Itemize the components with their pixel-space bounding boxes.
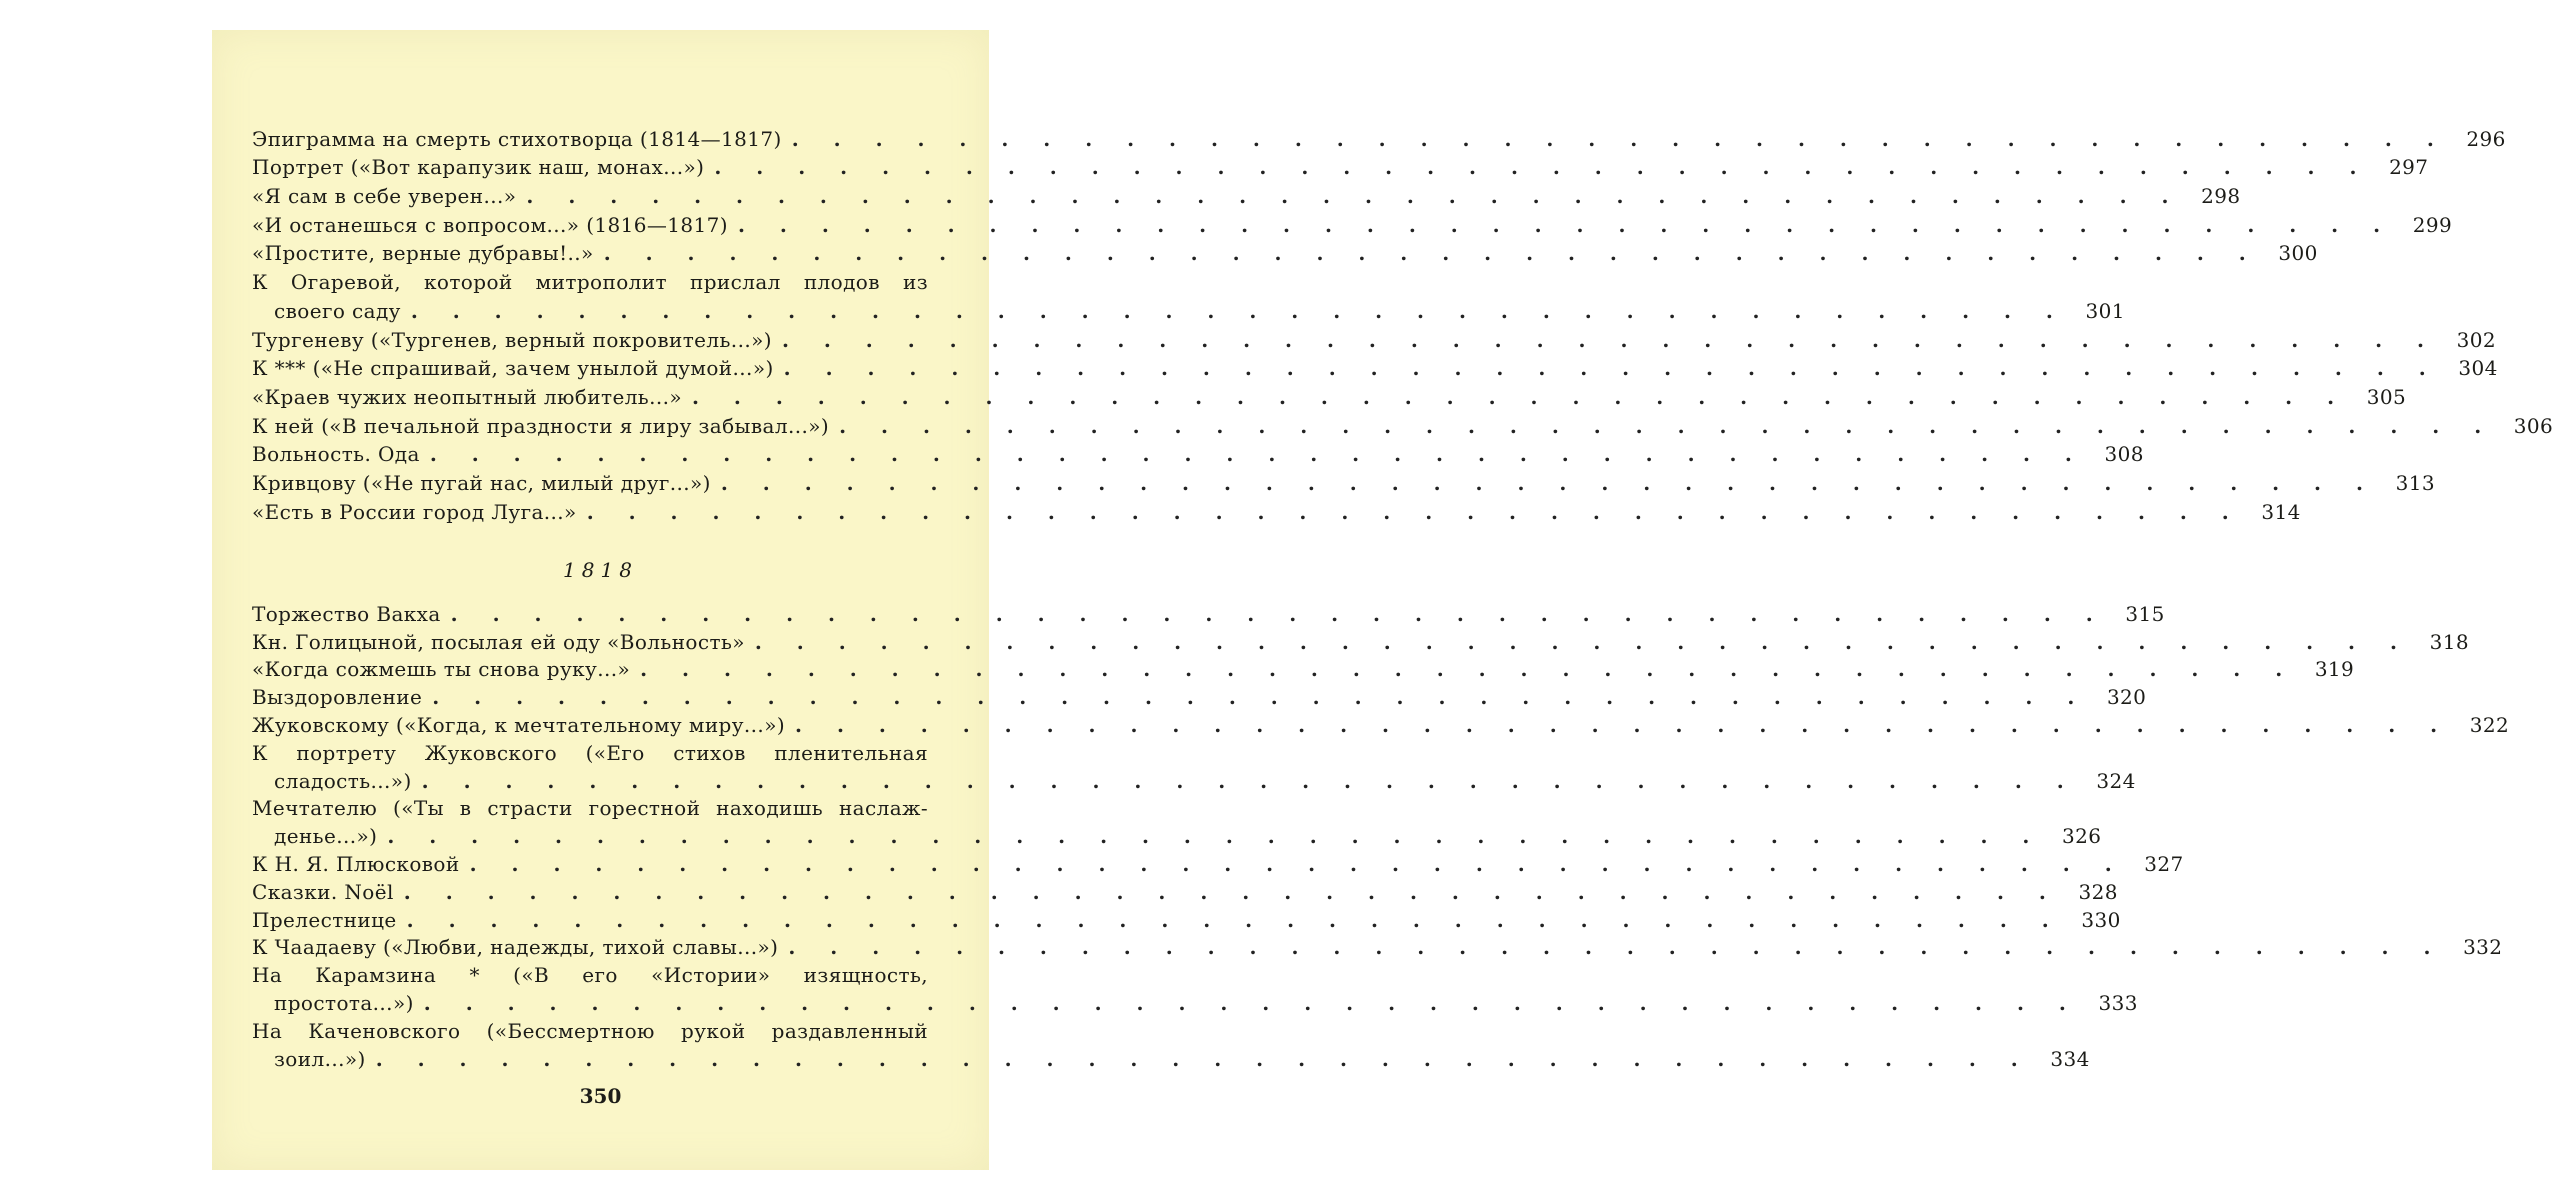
entry-page-number: 332 bbox=[2463, 935, 2503, 960]
entry-title-line: Кривцову («Не пугай нас, милый друг...») bbox=[252, 470, 711, 495]
toc-entry bbox=[252, 626, 2469, 654]
dot-leader: . . . . . . . . . . . . . . . . . . . . . . . . . . . . . . . . . . . . . . . . bbox=[783, 356, 2440, 381]
entry-page-number: 308 bbox=[2104, 442, 2144, 467]
toc-entry bbox=[252, 122, 2506, 151]
entry-title-line: простота...») bbox=[274, 990, 414, 1015]
entry-title-line: На Каченовского («Бессмертною рукой раздавленный bbox=[252, 1018, 928, 1043]
dot-leader: . . . . . . . . . . . . . . . . . . . . . . . . . . . . . . . . . . . . . . . . bbox=[450, 601, 2107, 626]
entry-title-line: К Н. Я. Плюсковой bbox=[252, 851, 460, 876]
dot-leader: . . . . . . . . . . . . . . . . . . . . . . . . . . . . . . . . . . . . . . . . bbox=[692, 384, 2349, 409]
entry-title-line: Сказки. Noël bbox=[252, 879, 394, 904]
entry-title-line: «Когда сожмешь ты снова руку...» bbox=[252, 657, 631, 682]
toc-entry bbox=[252, 179, 2241, 209]
entry-page-number: 299 bbox=[2412, 212, 2453, 237]
toc-entry bbox=[252, 466, 2435, 495]
page-number: 350 bbox=[579, 1084, 622, 1108]
dot-leader: . . . . . . . . . . . . . . . . . . . . . . . . . . . . . . . . . . . . . . . . bbox=[714, 155, 2371, 180]
entry-title-line: своего саду bbox=[274, 298, 401, 323]
entry-page-number: 327 bbox=[2144, 851, 2184, 876]
toc-entry bbox=[252, 352, 2498, 381]
toc-entry bbox=[252, 1015, 2090, 1071]
toc-entry bbox=[252, 654, 2355, 682]
entry-page-number: 318 bbox=[2429, 629, 2469, 654]
entry-title-line: Эпиграмма на смерть стихотворца (1814—1817) bbox=[252, 126, 782, 151]
entry-title-line: Выздоровление bbox=[252, 685, 423, 710]
entry-title-line: На Карамзина * («В его «Истории» изящность, bbox=[252, 963, 928, 988]
entry-title-line: Прелестнице bbox=[252, 907, 397, 932]
dot-leader: . . . . . . . . . . . . . . . . . . . . . . . . . . . . . . . . . . . . . . . . bbox=[469, 851, 2126, 876]
dot-leader: . . . . . . . . . . . . . . . . . . . . . . . . . . . . . . . . . . . . . . . . bbox=[795, 712, 2452, 737]
entry-title-line: Жуковскому («Когда, к мечтательному миру...») bbox=[252, 712, 786, 737]
dot-leader: . . . . . . . . . . . . . . . . . . . . . . . . . . . . . . . . . . . . . . . . bbox=[791, 126, 2448, 151]
entry-title-line: Портрет («Вот карапузик наш, монах...») bbox=[252, 155, 705, 180]
toc-entry bbox=[252, 438, 2144, 467]
entry-title-line: «Я сам в себе уверен...» bbox=[252, 184, 517, 209]
entry-title-line: «Краев чужих неопытный любитель...» bbox=[252, 384, 682, 409]
dot-leader: . . . . . . . . . . . . . . . . . . . . . . . . . . . . . . . . . . . . . . . . bbox=[410, 298, 2067, 323]
dot-leader: . . . . . . . . . . . . . . . . . . . . . . . . . . . . . . . . . . . . . . . . bbox=[429, 442, 2086, 467]
dot-leader: . . . . . . . . . . . . . . . . . . . . . . . . . . . . . . . . . . . . . . . . bbox=[720, 470, 2377, 495]
entry-page-number: 328 bbox=[2078, 879, 2118, 904]
entry-page-number: 302 bbox=[2456, 327, 2497, 352]
dot-leader: . . . . . . . . . . . . . . . . . . . . . . . . . . . . . . . . . . . . . . . . bbox=[738, 212, 2395, 237]
entry-page-number: 315 bbox=[2125, 601, 2165, 626]
entry-title-line: Вольность. Ода bbox=[252, 442, 420, 467]
dot-leader: . . . . . . . . . . . . . . . . . . . . . . . . . . . . . . . . . . . . . . . . bbox=[839, 413, 2496, 438]
entry-title-line: денье...») bbox=[274, 824, 378, 849]
contents-list-1814-1817 bbox=[252, 122, 2553, 524]
book-page bbox=[212, 30, 2553, 1170]
toc-entry bbox=[252, 151, 2429, 180]
toc-entry bbox=[252, 380, 2407, 409]
dot-leader: . . . . . . . . . . . . . . . . . . . . . . . . . . . . . . . . . . . . . . . . bbox=[403, 879, 2060, 904]
toc-entry bbox=[252, 237, 2318, 266]
dot-leader: . . . . . . . . . . . . . . . . . . . . . . . . . . . . . . . . . . . . . . . . bbox=[375, 1046, 2032, 1071]
entry-page-number: 301 bbox=[2085, 298, 2125, 323]
toc-entry bbox=[252, 959, 2138, 1015]
dot-leader: . . . . . . . . . . . . . . . . . . . . . . . . . . . . . . . . . . . . . . . . bbox=[781, 327, 2439, 352]
entry-page-number: 298 bbox=[2201, 184, 2241, 209]
entry-title-line: Кн. Голицыной, посылая ей оду «Вольность» bbox=[252, 629, 745, 654]
entry-title-line: Мечтателю («Ты в страсти горестной находишь наслаж- bbox=[252, 796, 928, 821]
entry-page-number: 314 bbox=[2261, 499, 2301, 524]
toc-entry bbox=[252, 323, 2497, 352]
toc-entry bbox=[252, 598, 2165, 626]
dot-leader: . . . . . . . . . . . . . . . . . . . . . . . . . . . . . . . . . . . . . . . . bbox=[432, 685, 2089, 710]
toc-entry bbox=[252, 409, 2553, 438]
entry-title-line: К Огаревой, которой митрополит прислал плодов из bbox=[252, 270, 928, 295]
entry-page-number: 320 bbox=[2106, 685, 2147, 710]
entry-page-number: 296 bbox=[2466, 126, 2506, 151]
entry-page-number: 334 bbox=[2050, 1046, 2090, 1071]
entry-page-number: 300 bbox=[2278, 241, 2318, 266]
entry-page-number: 319 bbox=[2314, 657, 2355, 682]
entry-page-number: 326 bbox=[2062, 824, 2102, 849]
entry-title-line: К *** («Не спрашивай, зачем унылой думой...») bbox=[252, 356, 774, 381]
entry-title-line: «И останешься с вопросом...» (1816—1817) bbox=[252, 212, 728, 237]
entry-page-number: 333 bbox=[2098, 990, 2138, 1015]
dot-leader: . . . . . . . . . . . . . . . . . . . . . . . . . . . . . . . . . . . . . . . . bbox=[526, 184, 2183, 209]
dot-leader: . . . . . . . . . . . . . . . . . . . . . . . . . . . . . . . . . . . . . . . . bbox=[788, 935, 2445, 960]
toc-entry bbox=[252, 932, 2503, 960]
entry-title-line: К портрету Жуковского («Его стихов пленительная bbox=[252, 740, 928, 765]
entry-title-line: сладость...») bbox=[274, 768, 412, 793]
entry-page-number: 306 bbox=[2513, 413, 2553, 438]
entry-page-number: 322 bbox=[2469, 712, 2510, 737]
entry-page-number: 313 bbox=[2395, 470, 2435, 495]
toc-entry bbox=[252, 495, 2301, 524]
dot-leader: . . . . . . . . . . . . . . . . . . . . . . . . . . . . . . . . . . . . . . . . bbox=[421, 768, 2078, 793]
toc-entry bbox=[252, 848, 2184, 876]
dot-leader: . . . . . . . . . . . . . . . . . . . . . . . . . . . . . . . . . . . . . . . . bbox=[406, 907, 2063, 932]
entry-page-number: 305 bbox=[2366, 384, 2407, 409]
dot-leader: . . . . . . . . . . . . . . . . . . . . . . . . . . . . . . . . . . . . . . . . bbox=[640, 657, 2297, 682]
entry-title-line: «Есть в России город Луга...» bbox=[252, 499, 577, 524]
dot-leader: . . . . . . . . . . . . . . . . . . . . . . . . . . . . . . . . . . . . . . . . bbox=[754, 629, 2411, 654]
entry-title-line: К Чаадаеву («Любви, надежды, тихой славы...») bbox=[252, 935, 779, 960]
entry-page-number: 297 bbox=[2389, 155, 2429, 180]
year-heading: 1818 bbox=[563, 558, 638, 582]
toc-entry bbox=[252, 208, 2453, 237]
toc-entry bbox=[252, 265, 2125, 323]
entry-title-line: К ней («В печальной праздности я лиру забывал...») bbox=[252, 413, 830, 438]
toc-entry bbox=[252, 709, 2510, 737]
entry-page-number: 330 bbox=[2081, 907, 2121, 932]
toc-entry bbox=[252, 793, 2102, 849]
entry-page-number: 324 bbox=[2096, 768, 2136, 793]
contents-list-1818 bbox=[252, 598, 2510, 1071]
entry-page-number: 304 bbox=[2458, 356, 2498, 381]
dot-leader: . . . . . . . . . . . . . . . . . . . . . . . . . . . . . . . . . . . . . . . . bbox=[387, 824, 2044, 849]
entry-title-line: «Простите, верные дубравы!..» bbox=[252, 241, 594, 266]
toc-entry bbox=[252, 681, 2147, 710]
entry-title-line: Тургеневу («Тургенев, верный покровитель...») bbox=[252, 327, 772, 352]
toc-entry bbox=[252, 904, 2121, 932]
entry-title-line: Торжество Вакха bbox=[252, 601, 441, 626]
toc-entry bbox=[252, 876, 2118, 904]
dot-leader: . . . . . . . . . . . . . . . . . . . . . . . . . . . . . . . . . . . . . . . . bbox=[586, 499, 2243, 524]
toc-entry bbox=[252, 737, 2136, 793]
entry-title-line: зоил...») bbox=[274, 1046, 366, 1071]
dot-leader: . . . . . . . . . . . . . . . . . . . . . . . . . . . . . . . . . . . . . . . . bbox=[603, 241, 2260, 266]
dot-leader: . . . . . . . . . . . . . . . . . . . . . . . . . . . . . . . . . . . . . . . . bbox=[423, 990, 2080, 1015]
